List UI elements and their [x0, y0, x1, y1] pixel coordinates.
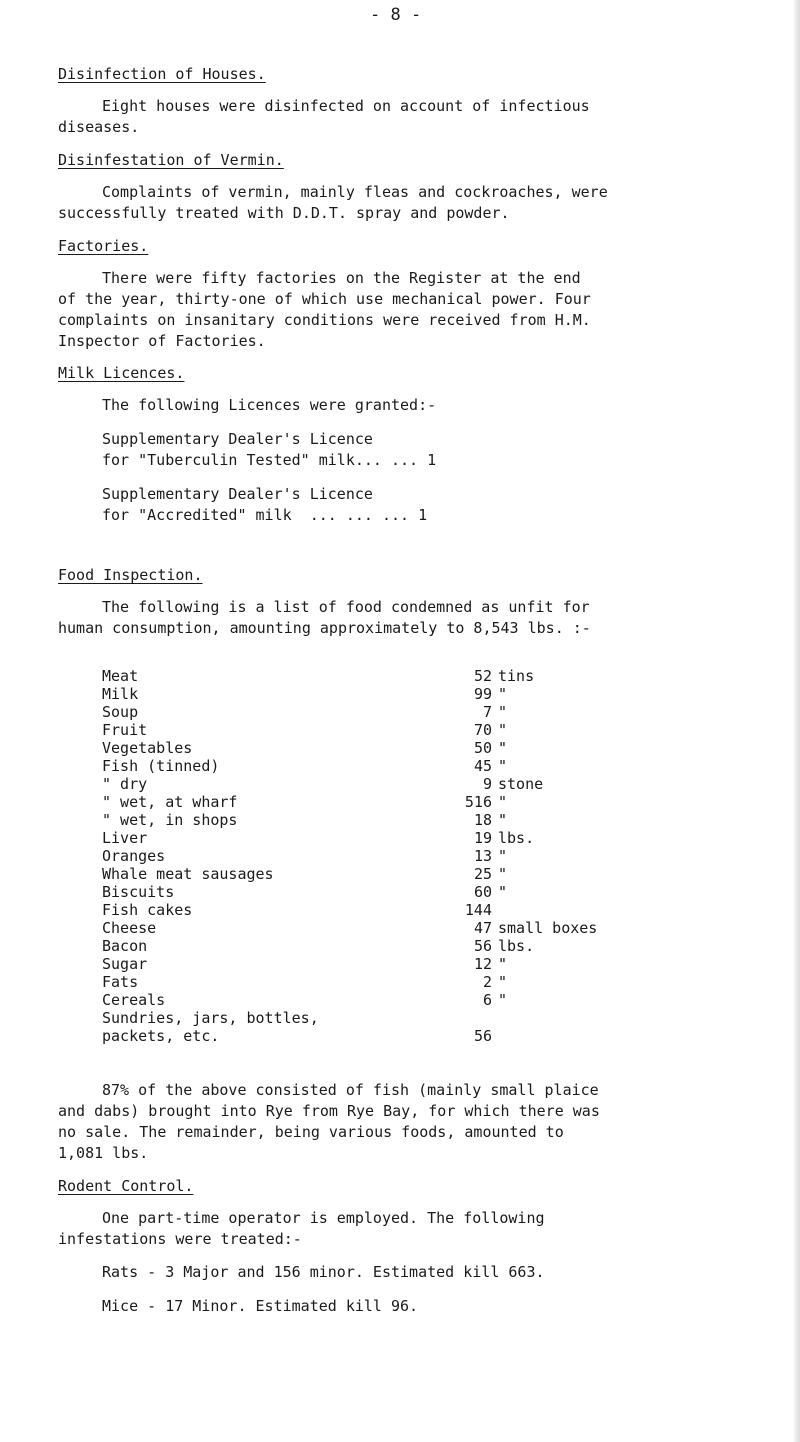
food-item-amount: 56 [473, 937, 492, 955]
food-item-unit: tins [498, 667, 535, 685]
food-item-amount: 144 [464, 901, 492, 919]
mice-line: Mice - 17 Minor. Estimated kill 96. [102, 1297, 419, 1315]
food-item-name: " dry [102, 775, 148, 793]
food-item-unit: " [498, 991, 508, 1009]
paragraph-line: 1,081 lbs. [58, 1144, 149, 1162]
paragraph-line: Eight houses were disinfected on account of infectious [102, 97, 590, 115]
food-item-row [102, 667, 648, 685]
food-item-amount: 13 [473, 847, 492, 865]
food-item-name: Biscuits [102, 883, 175, 901]
food-item-name: Cereals [102, 991, 166, 1009]
food-item-amount: 12 [473, 955, 492, 973]
food-item-unit: " [498, 685, 508, 703]
paragraph-line: Complaints of vermin, mainly fleas and cockroaches, were [102, 183, 608, 201]
food-item-row [102, 757, 648, 775]
licence-line: for "Accredited" milk ... ... ... 1 [102, 506, 428, 524]
food-item-name: " wet, at wharf [102, 793, 238, 811]
licence-line: Supplementary Dealer's Licence [102, 430, 373, 448]
food-item-row [102, 811, 648, 829]
food-item-amount: 516 [464, 793, 492, 811]
food-item-row [102, 991, 648, 1009]
food-item-row [102, 955, 648, 973]
page-number: - 8 - [370, 5, 422, 25]
licence-line: Supplementary Dealer's Licence [102, 485, 373, 503]
heading-milk-licences: Milk Licences. [58, 364, 185, 382]
food-item-unit: " [498, 883, 508, 901]
paragraph-line: 87% of the above consisted of fish (mainly small plaice [102, 1081, 599, 1099]
heading-rodent-control: Rodent Control. [58, 1177, 194, 1195]
food-item-amount: 56 [473, 1027, 492, 1045]
food-item-name: Bacon [102, 937, 148, 955]
paragraph-line: successfully treated with D.D.T. spray and powder. [58, 204, 510, 222]
food-item-unit [498, 1027, 648, 1045]
food-item-amount: 60 [473, 883, 492, 901]
food-item-amount: 7 [482, 703, 492, 721]
food-item-name: Liver [102, 829, 148, 847]
paragraph-line: no sale. The remainder, being various foods, amounted to [58, 1123, 564, 1141]
food-item-amount: 9 [482, 775, 492, 793]
food-item-name: Soup [102, 703, 139, 721]
food-item-name: Fats [102, 973, 139, 991]
food-item-name: Fish cakes [102, 901, 193, 919]
heading-disinfestation: Disinfestation of Vermin. [58, 151, 284, 169]
paragraph-line: human consumption, amounting approximately to 8,543 lbs. :- [58, 619, 591, 637]
page-edge-shadow [794, 0, 800, 1442]
food-item-name: Whale meat sausages [102, 865, 274, 883]
heading-factories: Factories. [58, 237, 149, 255]
food-item-name: Fruit [102, 721, 148, 739]
food-item-unit: " [498, 973, 508, 991]
food-item-name: Sugar [102, 955, 148, 973]
food-item-row [102, 829, 648, 847]
paragraph-line: infestations were treated:- [58, 1230, 302, 1248]
food-item-unit: " [498, 847, 508, 865]
paragraph-line: The following is a list of food condemned as unfit for [102, 598, 590, 616]
food-item-amount: 99 [473, 685, 492, 703]
paragraph-line: Inspector of Factories. [58, 332, 266, 350]
food-item-name: Fish (tinned) [102, 757, 220, 775]
paragraph-line: complaints on insanitary conditions were received from H.M. [58, 311, 591, 329]
food-item-amount: 47 [473, 919, 492, 937]
food-item-unit: " [498, 703, 508, 721]
food-item-name: packets, etc. [102, 1027, 220, 1045]
paragraph-line: and dabs) brought into Rye from Rye Bay, for which there was [58, 1102, 600, 1120]
food-item-amount: 19 [473, 829, 492, 847]
food-item-unit [498, 901, 648, 919]
food-item-unit [498, 1009, 648, 1027]
food-item-amount: 18 [473, 811, 492, 829]
food-item-amount [444, 1009, 498, 1027]
food-item-unit: " [498, 955, 508, 973]
licences-intro: The following Licences were granted:- [102, 396, 437, 414]
food-item-row [102, 793, 648, 811]
food-item-row [102, 685, 648, 703]
food-item-unit: " [498, 811, 508, 829]
food-item-row [102, 883, 648, 901]
food-item-name: Sundries, jars, bottles, [102, 1009, 319, 1027]
food-item-unit: " [498, 757, 508, 775]
food-item-row [102, 901, 648, 919]
food-item-row [102, 865, 648, 883]
food-item-name: Cheese [102, 919, 157, 937]
food-item-row [102, 937, 648, 955]
food-item-unit: " [498, 721, 508, 739]
food-item-unit: " [498, 793, 508, 811]
paragraph-line: diseases. [58, 118, 140, 136]
food-item-amount: 70 [473, 721, 492, 739]
food-item-amount: 6 [482, 991, 492, 1009]
food-item-row [102, 1027, 648, 1045]
food-item-unit: " [498, 865, 508, 883]
paragraph-line: One part-time operator is employed. The following [102, 1209, 545, 1227]
food-item-row [102, 919, 648, 937]
food-item-row [102, 973, 648, 991]
food-item-row [102, 739, 648, 757]
food-item-name: " wet, in shops [102, 811, 238, 829]
food-item-name: Milk [102, 685, 139, 703]
food-item-unit: lbs. [498, 937, 535, 955]
food-item-name: Meat [102, 667, 139, 685]
food-item-amount: 45 [473, 757, 492, 775]
food-item-row [102, 775, 648, 793]
heading-food-inspection: Food Inspection. [58, 566, 203, 584]
food-item-unit: lbs. [498, 829, 535, 847]
food-item-unit: stone [498, 775, 544, 793]
paragraph-line: of the year, thirty-one of which use mechanical power. Four [58, 290, 591, 308]
food-item-name: Oranges [102, 847, 166, 865]
food-item-name: Vegetables [102, 739, 193, 757]
food-item-unit: small boxes [498, 919, 598, 937]
licence-line: for "Tuberculin Tested" milk... ... 1 [102, 451, 437, 469]
rats-line: Rats - 3 Major and 156 minor. Estimated kill 663. [102, 1263, 545, 1281]
food-item-amount: 52 [473, 667, 492, 685]
food-item-unit: " [498, 739, 508, 757]
paragraph-line: There were fifty factories on the Register at the end [102, 269, 581, 287]
food-item-row [102, 1009, 648, 1027]
food-item-amount: 25 [473, 865, 492, 883]
food-item-amount: 2 [482, 973, 492, 991]
food-item-row [102, 721, 648, 739]
food-item-row [102, 703, 648, 721]
food-item-amount: 50 [473, 739, 492, 757]
food-item-row [102, 847, 648, 865]
condemned-food-table [102, 667, 648, 1045]
heading-disinfection: Disinfection of Houses. [58, 65, 266, 83]
